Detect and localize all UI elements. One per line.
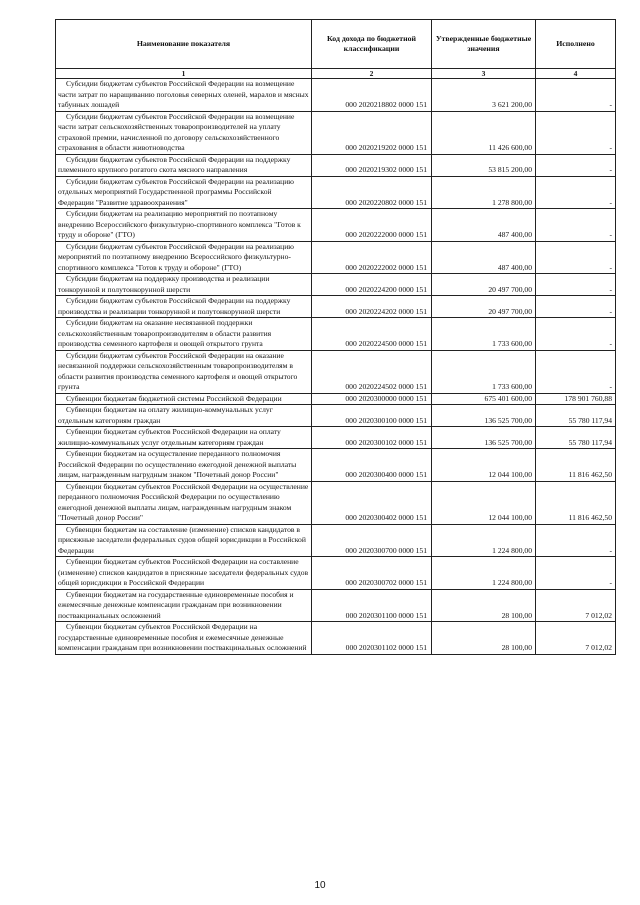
row-code-cell: 000 2020300700 0000 151 xyxy=(312,524,432,557)
row-code-cell: 000 2020224202 0000 151 xyxy=(312,296,432,318)
table-row xyxy=(56,427,616,449)
row-name-cell: Субвенции бюджетам на осуществление переданного полномочия Российской Федерации по осуществлению ежегодной денежной выплаты лицам, награжденным нагрудным знаком "Почетный донор России" xyxy=(56,449,312,482)
row-executed-cell: - xyxy=(536,557,616,590)
header-indicator-name: Наименование показателя xyxy=(56,20,312,69)
table-row xyxy=(56,111,616,154)
row-code-cell: 000 2020300402 0000 151 xyxy=(312,481,432,524)
row-executed-cell: 11 816 462,50 xyxy=(536,449,616,482)
row-name-cell: Субвенции бюджетам субъектов Российской Федерации на осуществление переданного полномочия Российской Федерации по осуществлению ежегодной денежной выплаты лицам, награжденным нагрудным знаком "Почетный донор России" xyxy=(56,481,312,524)
row-approved-cell: 28 100,00 xyxy=(432,622,536,655)
column-index-2: 2 xyxy=(312,69,432,79)
column-index-1: 1 xyxy=(56,69,312,79)
table-body xyxy=(56,79,616,655)
table-row xyxy=(56,449,616,482)
row-executed-cell: - xyxy=(536,111,616,154)
row-approved-cell: 487 400,00 xyxy=(432,209,536,242)
table-row xyxy=(56,405,616,427)
row-name-cell: Субсидии бюджетам на оказание несвязанной поддержки сельскохозяйственным товаропроизводителям в области развития производства семенного картофеля и овощей открытого грунта xyxy=(56,318,312,351)
header-executed: Исполнено xyxy=(536,20,616,69)
table-row xyxy=(56,241,616,274)
row-executed-cell: - xyxy=(536,318,616,351)
row-executed-cell: - xyxy=(536,274,616,296)
row-code-cell: 000 2020219202 0000 151 xyxy=(312,111,432,154)
row-approved-cell: 12 044 100,00 xyxy=(432,481,536,524)
row-executed-cell: - xyxy=(536,241,616,274)
row-code-cell: 000 2020220802 0000 151 xyxy=(312,176,432,209)
row-executed-cell: - xyxy=(536,79,616,112)
column-index-4: 4 xyxy=(536,69,616,79)
row-name-cell: Субсидии бюджетам субъектов Российской Федерации на поддержку производства и реализации тонкорунной и полутонкорунной шерсти xyxy=(56,296,312,318)
row-approved-cell: 53 815 200,00 xyxy=(432,154,536,176)
table-row xyxy=(56,318,616,351)
table-row xyxy=(56,622,616,655)
row-approved-cell: 12 044 100,00 xyxy=(432,449,536,482)
row-executed-cell: 178 901 760,88 xyxy=(536,393,616,405)
row-code-cell: 000 2020222002 0000 151 xyxy=(312,241,432,274)
row-name-cell: Субвенции бюджетам субъектов Российской Федерации на составление (изменение) списков кандидатов в присяжные заседатели федеральных судов общей юрисдикции в Российской Федерации xyxy=(56,557,312,590)
budget-table xyxy=(55,19,616,655)
row-code-cell: 000 2020219302 0000 151 xyxy=(312,154,432,176)
row-name-cell: Субсидии бюджетам субъектов Российской Федерации на поддержку племенного крупного рогатого скота мясного направления xyxy=(56,154,312,176)
row-approved-cell: 1 278 800,00 xyxy=(432,176,536,209)
row-name-cell: Субсидии бюджетам субъектов Российской Федерации на оказание несвязанной поддержки сельскохозяйственным товаропроизводителям в области развития производства семенного картофеля и овощей открытого грунта xyxy=(56,350,312,393)
row-name-cell: Субвенции бюджетам на оплату жилищно-коммунальных услуг отдельным категориям граждан xyxy=(56,405,312,427)
row-name-cell: Субвенции бюджетам на составление (изменение) списков кандидатов в присяжные заседатели федеральных судов общей юрисдикции в Российской Федерации xyxy=(56,524,312,557)
row-executed-cell: 7 012,02 xyxy=(536,622,616,655)
row-approved-cell: 11 426 600,00 xyxy=(432,111,536,154)
table-row xyxy=(56,350,616,393)
row-approved-cell: 28 100,00 xyxy=(432,589,536,622)
table-row xyxy=(56,274,616,296)
table-row xyxy=(56,557,616,590)
row-approved-cell: 136 525 700,00 xyxy=(432,405,536,427)
row-approved-cell: 487 400,00 xyxy=(432,241,536,274)
table-row xyxy=(56,154,616,176)
row-code-cell: 000 2020300102 0000 151 xyxy=(312,427,432,449)
row-code-cell: 000 2020300702 0000 151 xyxy=(312,557,432,590)
row-approved-cell: 1 733 600,00 xyxy=(432,318,536,351)
table-row xyxy=(56,393,616,405)
row-name-cell: Субсидии бюджетам субъектов Российской Федерации на реализацию отдельных мероприятий Государственной программы Российской Федерации "Развитие здравоохранения" xyxy=(56,176,312,209)
row-executed-cell: 55 780 117,94 xyxy=(536,427,616,449)
row-code-cell: 000 2020224502 0000 151 xyxy=(312,350,432,393)
row-executed-cell: - xyxy=(536,350,616,393)
row-executed-cell: - xyxy=(536,176,616,209)
budget-table-sheet xyxy=(55,19,615,655)
page-number: 10 xyxy=(314,880,326,891)
row-approved-cell: 3 621 200,00 xyxy=(432,79,536,112)
row-code-cell: 000 2020301102 0000 151 xyxy=(312,622,432,655)
row-code-cell: 000 2020300100 0000 151 xyxy=(312,405,432,427)
row-name-cell: Субсидии бюджетам на поддержку производства и реализации тонкорунной и полутонкорунной шерсти xyxy=(56,274,312,296)
table-row xyxy=(56,79,616,112)
row-code-cell: 000 2020300400 0000 151 xyxy=(312,449,432,482)
row-approved-cell: 1 733 600,00 xyxy=(432,350,536,393)
row-name-cell: Субсидии бюджетам субъектов Российской Федерации на реализацию мероприятий по поэтапному внедрению Всероссийского физкультурно-спортивного комплекса "Готов к труду и обороне" (ГТО) xyxy=(56,241,312,274)
row-executed-cell: 11 816 462,50 xyxy=(536,481,616,524)
row-approved-cell: 136 525 700,00 xyxy=(432,427,536,449)
row-approved-cell: 1 224 800,00 xyxy=(432,557,536,590)
row-executed-cell: - xyxy=(536,209,616,242)
row-approved-cell: 20 497 700,00 xyxy=(432,274,536,296)
row-code-cell: 000 2020222000 0000 151 xyxy=(312,209,432,242)
row-code-cell: 000 2020300000 0000 151 xyxy=(312,393,432,405)
row-executed-cell: - xyxy=(536,524,616,557)
row-code-cell: 000 2020224200 0000 151 xyxy=(312,274,432,296)
table-row xyxy=(56,589,616,622)
row-approved-cell: 1 224 800,00 xyxy=(432,524,536,557)
row-code-cell: 000 2020218802 0000 151 xyxy=(312,79,432,112)
column-index-row xyxy=(56,69,616,79)
row-code-cell: 000 2020301100 0000 151 xyxy=(312,589,432,622)
row-name-cell: Субвенции бюджетам субъектов Российской Федерации на государственные единовременные пособия и ежемесячные денежные компенсации гражданам при возникновении поствакцинальных осложнений xyxy=(56,622,312,655)
table-row xyxy=(56,296,616,318)
row-executed-cell: - xyxy=(536,154,616,176)
header-approved-values: Утвержденные бюджетные значения xyxy=(432,20,536,69)
column-index-3: 3 xyxy=(432,69,536,79)
table-row xyxy=(56,176,616,209)
row-executed-cell: 7 012,02 xyxy=(536,589,616,622)
row-approved-cell: 675 401 600,00 xyxy=(432,393,536,405)
row-name-cell: Субсидии бюджетам на реализацию мероприятий по поэтапному внедрению Всероссийского физкультурно-спортивного комплекса "Готов к труду и обороне" (ГТО) xyxy=(56,209,312,242)
row-name-cell: Субвенции бюджетам на государственные единовременные пособия и ежемесячные денежные компенсации гражданам при возникновении поствакцинальных осложнений xyxy=(56,589,312,622)
row-name-cell: Субсидии бюджетам субъектов Российской Федерации на возмещение части затрат по наращиванию поголовья северных оленей, маралов и мясных табунных лошадей xyxy=(56,79,312,112)
table-row xyxy=(56,481,616,524)
table-row xyxy=(56,209,616,242)
table-header-row xyxy=(56,20,616,69)
table-row xyxy=(56,524,616,557)
row-approved-cell: 20 497 700,00 xyxy=(432,296,536,318)
header-income-code: Код дохода по бюджетной классификации xyxy=(312,20,432,69)
row-code-cell: 000 2020224500 0000 151 xyxy=(312,318,432,351)
row-name-cell: Субвенции бюджетам субъектов Российской Федерации на оплату жилищно-коммунальных услуг отдельным категориям граждан xyxy=(56,427,312,449)
row-executed-cell: - xyxy=(536,296,616,318)
row-name-cell: Субсидии бюджетам субъектов Российской Федерации на возмещение части затрат сельскохозяйственных товаропроизводителей на уплату страховой премии, начисленной по договору сельскохозяйственного страхования в области животноводства xyxy=(56,111,312,154)
row-name-cell: Субвенции бюджетам бюджетной системы Российской Федерации xyxy=(56,393,312,405)
row-executed-cell: 55 780 117,94 xyxy=(536,405,616,427)
